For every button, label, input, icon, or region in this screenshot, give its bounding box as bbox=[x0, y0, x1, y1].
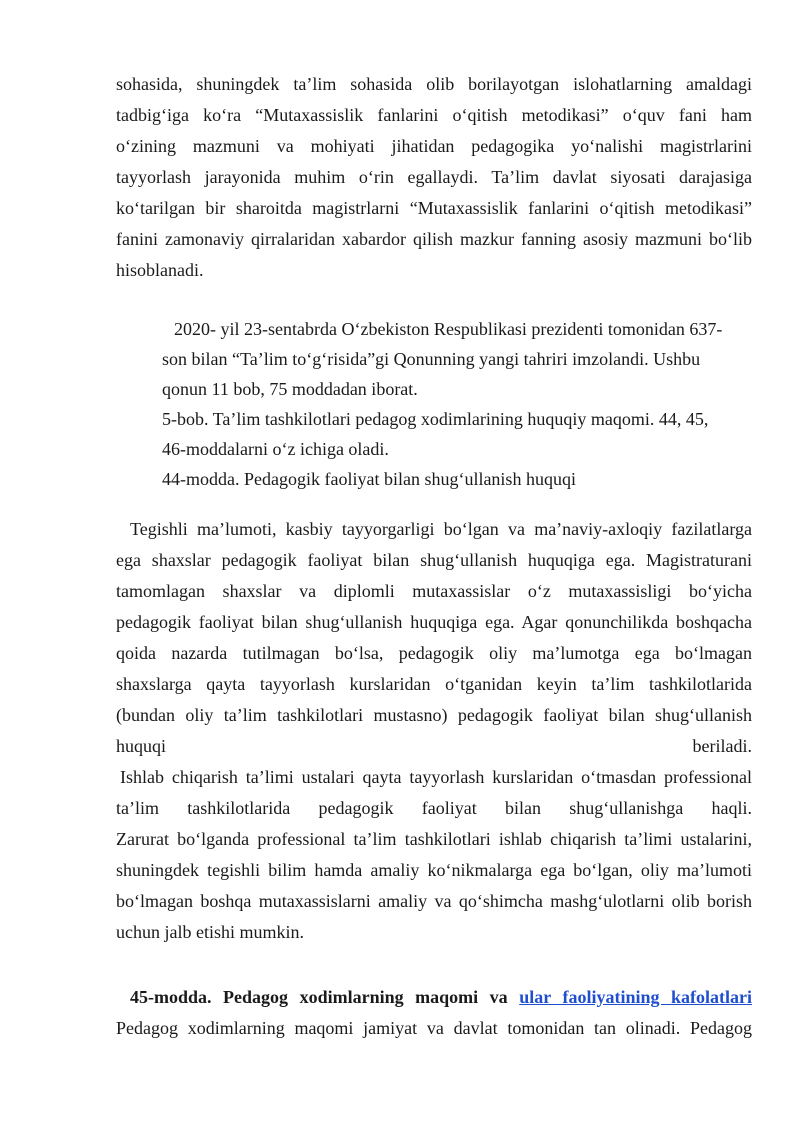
text-line: tamomlagan shaxslar va diplomli mutaxassislar o‘z mutaxassisligi bo‘yicha bbox=[116, 581, 752, 601]
article-45-section bbox=[116, 982, 752, 1044]
text-line: (bundan oliy ta’lim tashkilotlari mustasno) pedagogik faoliyat bilan shug‘ullanish bbox=[116, 705, 752, 725]
text-line: qoida nazarda tutilmagan bo‘lsa, pedagogik oliy ma’lumotga ega bo‘lmagan bbox=[116, 643, 752, 663]
text-line: bo‘lmagan boshqa mutaxassislarni amaliy va qo‘shimcha mashg‘ulotlarni olib borish bbox=[116, 891, 752, 911]
text-line: shuningdek tegishli bilim hamda amaliy ko‘nikmalarga ega bo‘lgan, oliy ma’lumoti bbox=[116, 860, 752, 880]
text-line: tadbig‘iga ko‘ra “Mutaxassislik fanlarini o‘qitish metodikasi” o‘quv fani ham bbox=[116, 105, 752, 125]
text-line: Pedagog xodimlarning maqomi jamiyat va davlat tomonidan tan olinadi. Pedagog bbox=[116, 1018, 752, 1038]
article-45-title: 45-modda. Pedagog xodimlarning maqomi va bbox=[130, 987, 508, 1007]
text-line: 2020- yil 23-sentabrda O‘zbekiston Respublikasi prezidenti tomonidan 637- bbox=[174, 319, 723, 339]
article-45-heading bbox=[116, 982, 752, 1013]
text-line: Zarurat bo‘lganda professional ta’lim tashkilotlari ishlab chiqarish ta’limi ustalarini, bbox=[116, 829, 752, 849]
text-fragment: huquqi bbox=[116, 736, 167, 756]
text-line: Tegishli ma’lumoti, kasbiy tayyorgarligi bo‘lgan va ma’naviy-axloqiy fazilatlarga bbox=[130, 519, 752, 539]
law-paragraph bbox=[162, 314, 762, 494]
text-line: sohasida, shuningdek ta’lim sohasida olib borilayotgan islohatlarning amaldagi bbox=[116, 74, 752, 94]
text-line: ega shaxslar pedagogik faoliyat bilan shug‘ullanish huquqiga ega. Magistraturani bbox=[116, 550, 752, 570]
text-line: tayyorlash jarayonida muhim o‘rin egallaydi. Ta’lim davlat siyosati darajasiga bbox=[116, 167, 752, 187]
guarantees-link[interactable]: ular faoliyatining kafolatlari bbox=[519, 987, 752, 1007]
text-line: o‘zining mazmuni va mohiyati jihatidan pedagogika yo‘nalishi magistrlarini bbox=[116, 136, 752, 156]
text-line: son bilan “Ta’lim to‘g‘risida”gi Qonunning yangi tahriri imzolandi. Ushbu bbox=[162, 349, 701, 369]
text-line: qonun 11 bob, 75 moddadan iborat. bbox=[162, 379, 418, 399]
intro-paragraph bbox=[116, 69, 752, 286]
text-line: ko‘tarilgan bir sharoitda magistrlarni “Mutaxassislik fanlarini o‘qitish metodikasi” bbox=[116, 198, 752, 218]
text-line: hisoblanadi. bbox=[116, 260, 204, 280]
text-line: uchun jalb etishi mumkin. bbox=[116, 922, 304, 942]
text-fragment: beriladi. bbox=[692, 736, 752, 756]
text-line: 5-bob. Ta’lim tashkilotlari pedagog xodimlarining huquqiy maqomi. 44, 45, bbox=[162, 409, 709, 429]
article-44-heading: 44-modda. Pedagogik faoliyat bilan shug‘ullanish huquqi bbox=[162, 469, 576, 489]
text-line: pedagogik faoliyat bilan shug‘ullanish huquqiga ega. Agar qonunchilikda boshqacha bbox=[116, 612, 752, 632]
text-line: fanini zamonaviy qirralaridan xabardor qilish mazkur fanning asosiy mazmuni bo‘lib bbox=[116, 229, 752, 249]
text-line: 46-moddalarni o‘z ichiga oladi. bbox=[162, 439, 389, 459]
text-line: Ishlab chiqarish ta’limi ustalari qayta tayyorlash kurslaridan o‘tmasdan professional bbox=[120, 767, 752, 787]
text-line: ta’lim tashkilotlarida pedagogik faoliyat bilan shug‘ullanishga haqli. bbox=[116, 798, 752, 818]
text-line: shaxslarga qayta tayyorlash kurslaridan o‘tganidan keyin ta’lim tashkilotlarida bbox=[116, 674, 752, 694]
article-44-paragraph bbox=[116, 514, 752, 948]
text-line bbox=[116, 731, 752, 762]
